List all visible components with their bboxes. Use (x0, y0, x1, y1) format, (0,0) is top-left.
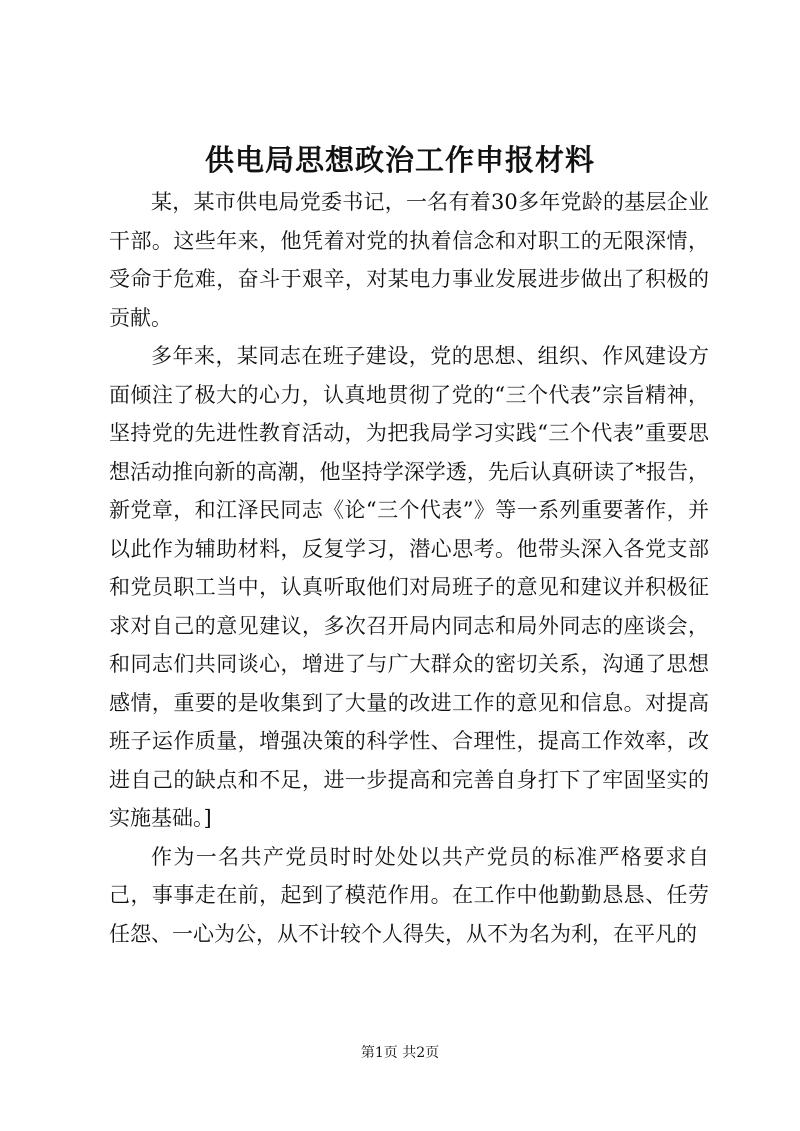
document-body (109, 183, 709, 953)
page-footer: 第1页 共2页 (360, 1045, 440, 1061)
document-title: 供电局思想政治工作申报材料 (204, 143, 595, 177)
paragraph-2: 多年来，某同志在班子建设，党的思想、组织、作风建设方面倾注了极大的心力，认真地贯彻了党的“三个代表”宗旨精神，坚持党的先进性教育活动，为把我局学习实践“三个代表”重要思想活动推向新的高潮，他坚持学深学透，先后认真研读了*报告，新党章，和江泽民同志《论“三个代表”》等一系列重要著作，并以此作为辅助材料，反复学习，潜心思考。他带头深入各党支部和党员职工当中，认真听取他们对局班子的意见和建议并积极征求对自己的意见建议，多次召开局内同志和局外同志的座谈会，和同志们共同谈心，增进了与广大群众的密切关系，沟通了思想感情，重要的是收集到了大量的改进工作的意见和信息。对提高班子运作质量，增强决策的科学性、合理性，提高工作效率，改进自己的缺点和不足，进一步提高和完善自身打下了牢固坚实的实施基础。] (109, 344, 709, 830)
paragraph-3: 作为一名共产党员时时处处以共产党员的标准严格要求自己，事事走在前，起到了模范作用。在工作中他勤勤恳恳、任劳任怨、一心为公，从不计较个人得失，从不为名为利，在平凡的 (109, 844, 709, 946)
paragraph-1: 某，某市供电局党委书记，一名有着30多年党龄的基层企业干部。这些年来，他凭着对党的执着信念和对职工的无限深情，受命于危难，奋斗于艰辛，对某电力事业发展进步做出了积极的贡献。 (109, 190, 709, 330)
